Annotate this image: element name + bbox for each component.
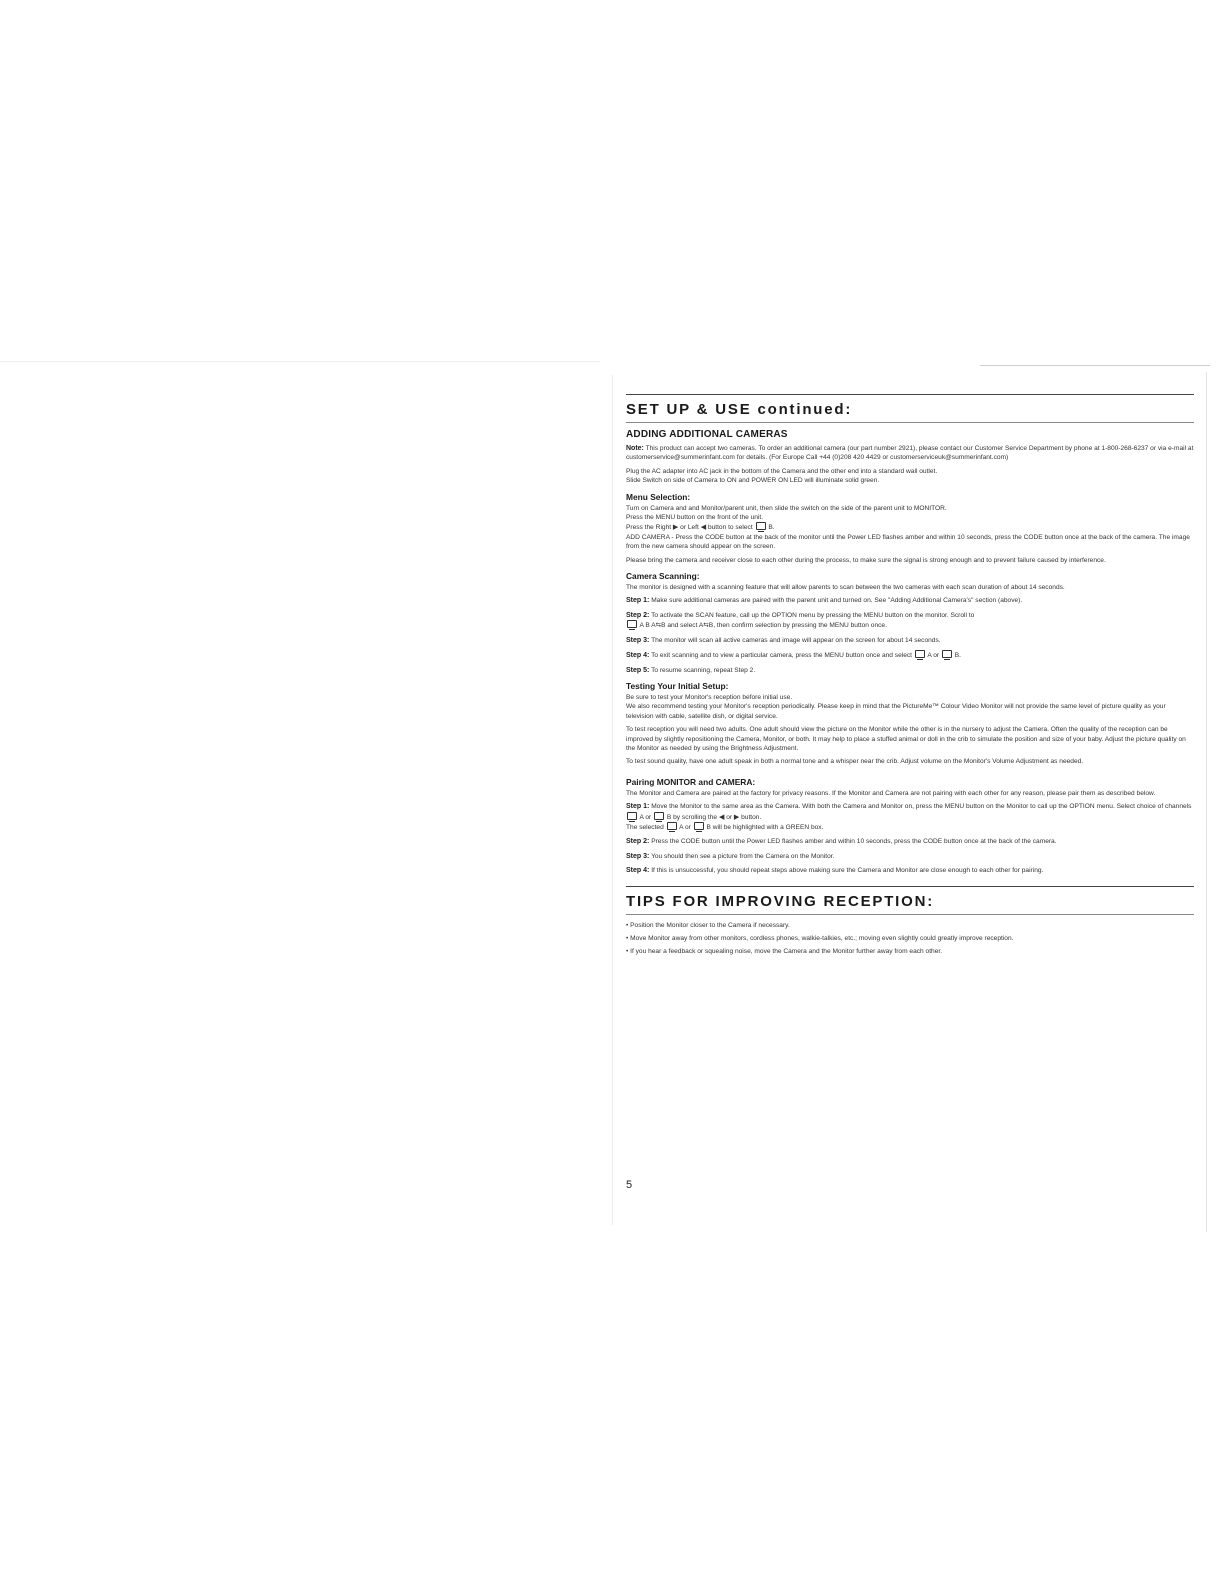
plug-line: Plug the AC adapter into AC jack in the bottom of the Camera and the other end into a standard wall outlet. (626, 467, 938, 475)
camera-icon (627, 812, 637, 820)
testing-title: Testing Your Initial Setup: (626, 680, 729, 691)
scan-edge-line-left (0, 361, 600, 362)
camera-icon (627, 620, 637, 628)
page-edge (1206, 372, 1207, 1232)
menu-line: ADD CAMERA - Press the CODE button at the back of the monitor until the Power LED flashes amber and within 10 seconds, press the CODE button once at the back of the camera. The image from the new camera should appear on the screen. (626, 533, 1190, 551)
tip-item: • Position the Monitor closer to the Camera if necessary. (626, 921, 1194, 930)
menu-line-arrows: Press the Right ▶ or Left ◀ button to select B. (626, 524, 775, 532)
tips-list (626, 921, 1194, 957)
testing-paragraph: To test sound quality, have one adult speak in both a normal tone and a whisper near the crib. Adjust volume on the Monitor's Volume Adjustment as needed. (626, 758, 1084, 766)
top-rule (626, 394, 1194, 395)
pairing-step: Step 1: Move the Monitor to the same area as the Camera. With both the Camera and Monitor on, press the MENU button on the Monitor to call up the OPTION menu. Select choice of channels A or B by scrolling the ◀ or ▶ button. The selected A or B will be highlighted with a GREEN box. (626, 803, 1192, 831)
camera-icon (654, 812, 664, 820)
camera-icon (915, 650, 925, 658)
scan-step: Step 5: To resume scanning, repeat Step 2. (626, 666, 756, 674)
testing-paragraph: To test reception you will need two adults. One adult should view the picture on the Monitor while the other is in the nursery to adjust the Camera. Often the quality of the reception can be improved by slightly repositioning the Camera, Monitor, or both. It may help to place a stuffed animal or doll in the crib to simulate the position and size of your baby. Adjust the picture quality on the Monitor as needed by using the Brightness Adjustment. (626, 726, 1186, 752)
right-arrow-icon: ▶ (733, 813, 740, 821)
scan-step: Step 1: Make sure additional cameras are paired with the parent unit and turned on. See "Adding Additional Camera's" section (above). (626, 597, 1023, 605)
manual-page (626, 394, 1194, 961)
plug-instructions (626, 467, 1194, 486)
camera-icon (667, 822, 677, 830)
camera-icon (942, 650, 952, 658)
testing-line: Be sure to test your Monitor's reception before initial use. (626, 693, 793, 701)
menu-selection-title: Menu Selection: (626, 491, 691, 502)
camera-scanning-title: Camera Scanning: (626, 571, 700, 582)
scan-step: Step 2: To activate the SCAN feature, call up the OPTION menu by pressing the MENU button on the monitor. Scroll to A B A⇆B and select A⇆B, then confirm selection by pressing the MENU button once. (626, 611, 975, 630)
plug-line: Slide Switch on side of Camera to ON and POWER ON LED will illuminate solid green. (626, 477, 880, 485)
note-paragraph (626, 444, 1194, 463)
tips-rule (626, 886, 1194, 887)
pairing-intro: The Monitor and Camera are paired at the factory for privacy reasons. If the Monitor and Camera are not pairing with each other for any reason, please pair them as described below. (626, 789, 1156, 797)
page-fold (612, 375, 613, 1225)
menu-line: Turn on Camera and and Monitor/parent unit, then slide the switch on the side of the parent unit to MONITOR. (626, 504, 947, 512)
right-arrow-icon: ▶ (672, 524, 679, 532)
left-arrow-icon: ◀ (718, 813, 725, 821)
title-rule (626, 422, 1194, 423)
note-label: Note: (626, 445, 644, 452)
menu-line: Press the MENU button on the front of the unit. (626, 514, 764, 522)
pairing-step: Step 3: You should then see a picture from the Camera on the Monitor. (626, 852, 835, 860)
camera-icon (756, 522, 766, 530)
menu-selection-body (626, 504, 1194, 552)
scanning-intro: The monitor is designed with a scanning feature that will allow parents to scan between the two cameras with each scan duration of about 14 seconds. (626, 584, 1065, 592)
tips-title: TIPS FOR IMPROVING RECEPTION: (626, 892, 935, 910)
page-number: 5 (626, 1179, 633, 1191)
pairing-step: Step 4: If this is unsuccessful, you should repeat steps above making sure the Camera and Monitor are close enough to each other for pairing. (626, 867, 1044, 875)
section-title: SET UP & USE continued: (626, 401, 853, 418)
pairing-step: Step 2: Press the CODE button until the Power LED flashes amber and within 10 seconds, press the CODE button once at the back of the camera. (626, 838, 1057, 846)
subsection-title: ADDING ADDITIONAL CAMERAS (626, 429, 788, 440)
note-text: This product can accept two cameras. To order an additional camera (our part number 2921), please contact our Customer Service Department by phone at 1-800-268-6237 or via e-mail at customerservice@summerinfant.com for details. (For Europe Call +44 (0)208 420 4429 or customerserviceuk@summerinfant.com) (626, 445, 1194, 462)
menu-line: Please bring the camera and receiver close to each other during the process, to make sure the signal is strong enough and to prevent failure caused by interference. (626, 556, 1106, 564)
tips-title-rule (626, 914, 1194, 915)
pairing-title: Pairing MONITOR and CAMERA: (626, 776, 756, 787)
left-arrow-icon: ◀ (700, 524, 707, 532)
tip-item: • Move Monitor away from other monitors, cordless phones, walkie-talkies, etc.; moving even slightly could greatly improve reception. (626, 934, 1194, 943)
scan-step: Step 4: To exit scanning and to view a particular camera, press the MENU button once and select A or B. (626, 652, 961, 660)
camera-icon (694, 822, 704, 830)
scan-step: Step 3: The monitor will scan all active cameras and image will appear on the screen for about 14 seconds. (626, 636, 941, 644)
scan-edge-line-right (980, 365, 1210, 366)
tip-item: • If you hear a feedback or squealing noise, move the Camera and the Monitor further away from each other. (626, 947, 1194, 956)
testing-line: We also recommend testing your Monitor's reception periodically. Please keep in mind that the PictureMe™ Colour Video Monitor will not provide the same level of picture quality as your television with cable, satellite dish, or digital service. (626, 703, 1166, 720)
testing-intro (626, 693, 1194, 721)
